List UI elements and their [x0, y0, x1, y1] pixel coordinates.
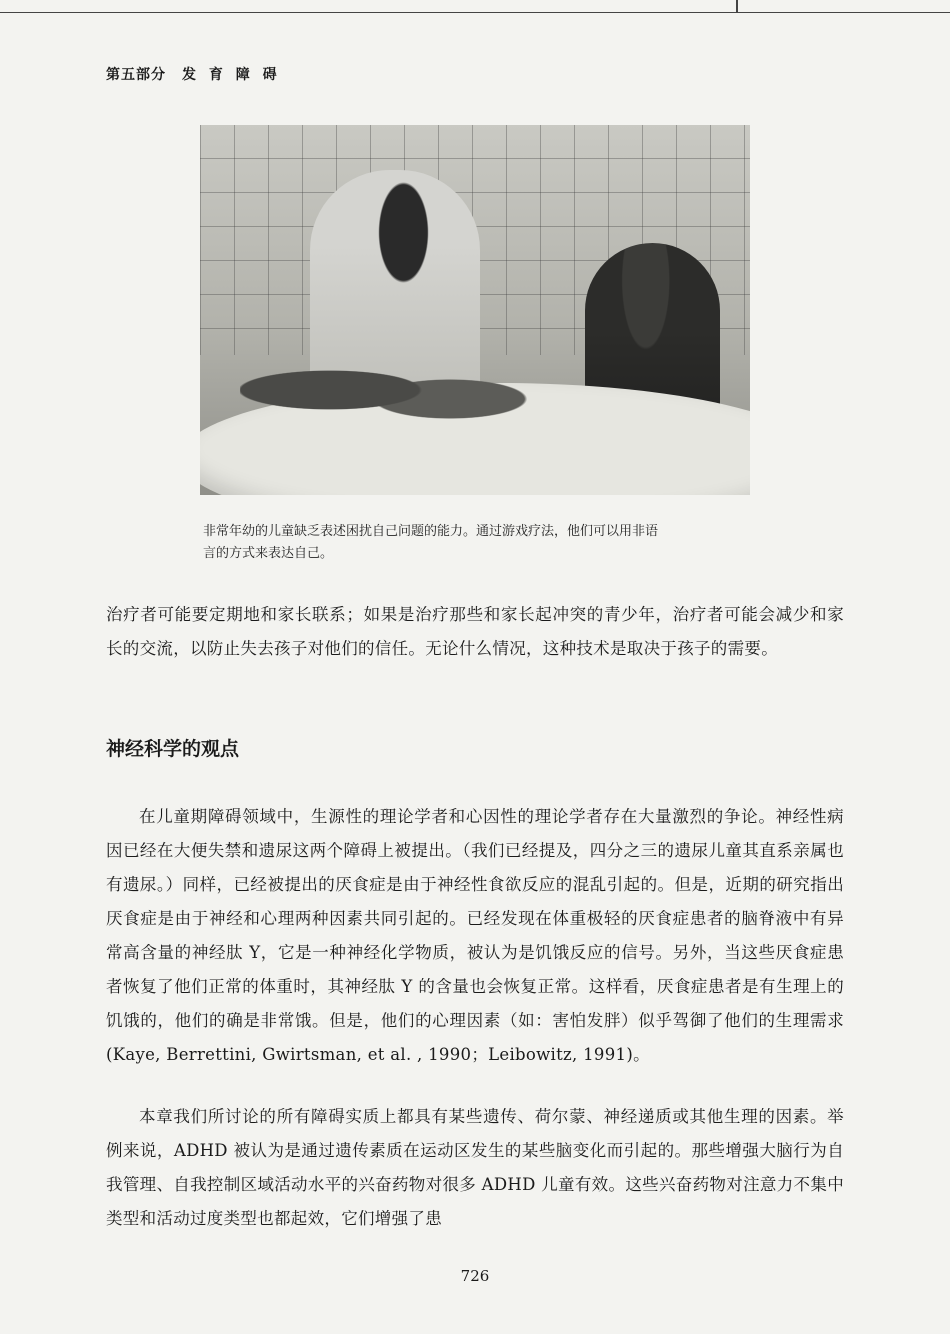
running-head [106, 64, 281, 84]
figure-caption [203, 521, 763, 565]
caption-line: 非常年幼的儿童缺乏表述困扰自己问题的能力。通过游戏疗法，他们可以用非语 [203, 524, 659, 539]
toy-figures [240, 345, 540, 435]
caption-line: 言的方式来表达自己。 [203, 546, 334, 561]
section-heading: 神经科学的观点 [106, 738, 240, 760]
top-rule-tick [736, 0, 738, 13]
body-paragraph-3 [106, 1100, 844, 1236]
body-paragraph-1 [106, 598, 844, 666]
paragraph-text: 治疗者可能要定期地和家长联系；如果是治疗那些和家长起冲突的青少年，治疗者可能会减少和家长的交流，以防止失去孩子对他们的信任。无论什么情况，这种技术是取决于孩子的需要。 [106, 605, 844, 658]
part-title: 发 育 障 碍 [182, 67, 281, 83]
body-paragraph-2 [106, 800, 844, 1072]
page-number: 726 [460, 1267, 490, 1285]
play-therapy-photo [200, 125, 750, 495]
top-rule [0, 12, 950, 13]
paragraph-text: 在儿童期障碍领域中，生源性的理论学者和心因性的理论学者存在大量激烈的争论。神经性病因已经在大便失禁和遗尿这两个障碍上被提出。（我们已经提及，四分之三的遗尿儿童其直系亲属也有遗尿。）同样，已经被提出的厌食症是由于神经性食欲反应的混乱引起的。但是，近期的研究指出厌食症是由于神经和心理两种因素共同引起的。已经发现在体重极轻的厌食症患者的脑脊液中有异常高含量的神经肽 Y，它是一种神经化学物质，被认为是饥饿反应的信号。另外，当这些厌食症患者恢复了他们正常的体重时，其神经肽 Y 的含量也会恢复正常。这样看，厌食症患者是有生理上的饥饿的，他们的确是非常饿。但是，他们的心理因素（如：害怕发胖）似乎驾御了他们的生理需求(Kaye, Berrettini, Gwirtsman, et al. , 1990；Leibowitz, 1991)。 [106, 807, 844, 1064]
part-label: 第五部分 [106, 67, 166, 83]
paragraph-text: 本章我们所讨论的所有障碍实质上都具有某些遗传、荷尔蒙、神经递质或其他生理的因素。举例来说，ADHD 被认为是通过遗传素质在运动区发生的某些脑变化而引起的。那些增强大脑行为自我管理、自我控制区域活动水平的兴奋药物对很多 ADHD 儿童有效。这些兴奋药物对注意力不集中类型和活动过度类型也都起效，它们增强了患 [106, 1107, 844, 1228]
